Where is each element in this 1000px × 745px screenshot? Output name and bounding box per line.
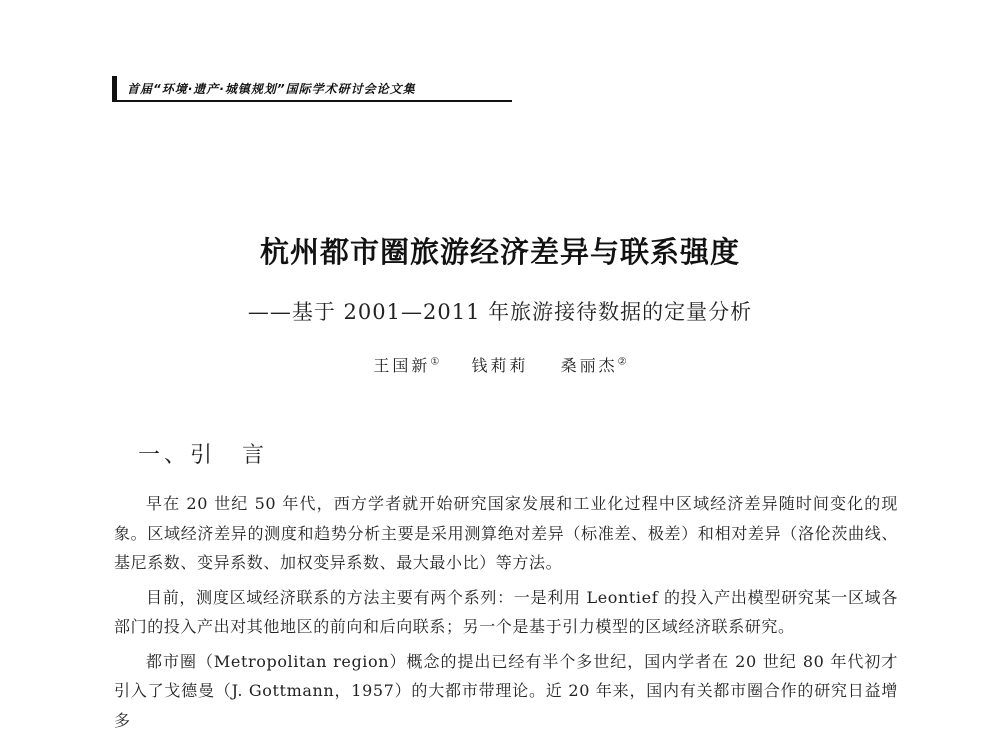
- author-name: 王国新: [373, 356, 431, 375]
- author-footnote-mark[interactable]: ①: [430, 356, 440, 368]
- author-footnote-mark[interactable]: ②: [617, 356, 627, 368]
- section-heading: 一、引 言: [138, 443, 269, 468]
- author: [471, 353, 528, 376]
- paragraph: 早在 20 世纪 50 年代，西方学者就开始研究国家发展和工业化过程中区域经济差异随时间变化的现象。区域经济差异的测度和趋势分析主要是采用测算绝对差异（标准差、极差）和相对差异（洛伦茨曲线、基尼系数、变异系数、加权变异系数、最大最小比）等方法。: [114, 494, 898, 572]
- author-name: 钱莉莉: [471, 356, 529, 375]
- article-title: 杭州都市圈旅游经济差异与联系强度: [259, 235, 740, 269]
- running-header: [112, 76, 512, 102]
- author: [373, 353, 439, 376]
- author-name: 桑丽杰: [560, 356, 618, 375]
- paragraph: 目前，测度区域经济联系的方法主要有两个系列：一是利用 Leontief 的投入产出模型研究某一区域各部门的投入产出对其他地区的前向和后向联系；另一个是基于引力模型的区域经济联系研究。: [114, 587, 898, 636]
- paragraph: 都市圈（Metropolitan region）概念的提出已经有半个多世纪，国内学者在 20 世纪 80 年代初才引入了戈德曼（J. Gottmann，1957）的大都市带理论。近 20 年来，国内有关都市圈合作的研究日益增多: [114, 651, 898, 730]
- series-title: 首届“环境·遗产·城镇规划”国际学术研讨会论文集: [127, 82, 416, 96]
- section-body: [114, 489, 898, 740]
- author: [561, 353, 627, 376]
- author-list: [0, 353, 1000, 376]
- article-subtitle: ——基于 2001—2011 年旅游接待数据的定量分析: [247, 300, 753, 324]
